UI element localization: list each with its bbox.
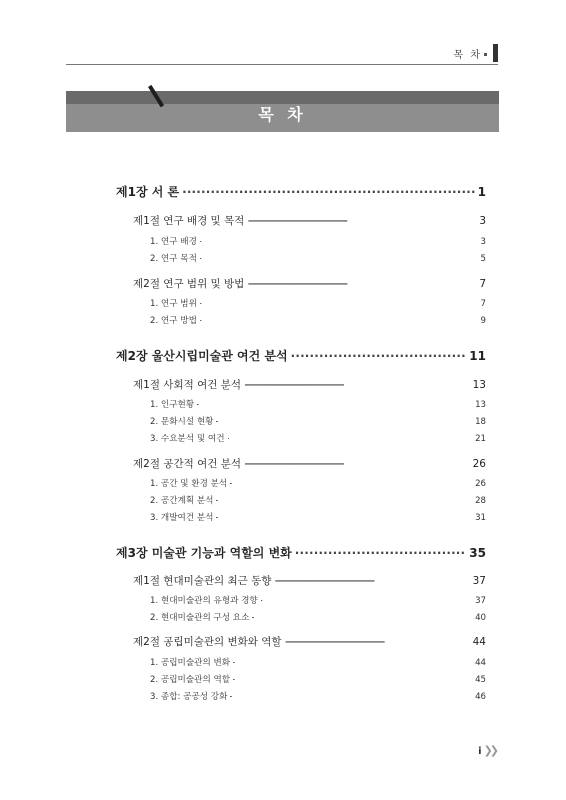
toc-item-3-2-1[interactable] xyxy=(150,656,486,668)
toc-page-number: 11 xyxy=(469,349,486,363)
toc-page-number: 44 xyxy=(475,658,486,668)
toc-page-number: 40 xyxy=(475,613,486,623)
toc-section-label: 제1절 사회적 여건 분석 xyxy=(133,379,241,391)
toc-item-label: 2. 공립미술관의 역할 xyxy=(150,675,231,685)
toc-item-label: 1. 연구 범위 xyxy=(150,299,197,309)
toc-section-label: 제2절 공간적 여건 분석 xyxy=(133,458,241,470)
toc-chapter-label: 제2장 울산시립미술관 여건 분석 xyxy=(116,349,288,363)
toc-item-1-1-1[interactable] xyxy=(150,235,486,247)
toc-item-label: 3. 개발여건 분석 xyxy=(150,513,214,523)
dot-leader xyxy=(285,638,470,648)
toc-page-number: 7 xyxy=(480,299,486,309)
dot-leader xyxy=(291,349,467,363)
dot-leader xyxy=(228,435,473,443)
dot-leader xyxy=(244,460,470,470)
toc-item-1-1-2[interactable] xyxy=(150,252,486,264)
toc-item-label: 1. 인구현황 xyxy=(150,400,195,410)
toc-title-banner xyxy=(66,91,499,132)
toc-item-1-2-2[interactable] xyxy=(150,314,486,326)
toc-item-2-2-3[interactable] xyxy=(150,511,486,523)
toc-item-label: 1. 공립미술관의 변화 xyxy=(150,658,231,668)
toc-chapter-label: 제1장 서 론 xyxy=(116,185,180,199)
double-chevron-right-icon: ❯❯ xyxy=(483,744,496,757)
toc-item-label: 1. 연구 배경 xyxy=(150,237,197,247)
toc-item-3-2-3[interactable] xyxy=(150,690,486,702)
toc-item-label: 1. 현대미술관의 유형과 경향 xyxy=(150,596,258,606)
toc-page-number: 46 xyxy=(475,692,486,702)
dot-leader xyxy=(200,300,478,308)
toc-item-3-1-2[interactable] xyxy=(150,611,486,623)
toc-section-label: 제1절 현대미술관의 최근 동향 xyxy=(133,575,272,587)
toc-item-3-1-1[interactable] xyxy=(150,594,486,606)
toc-page-number: 45 xyxy=(475,675,486,685)
dot-leader xyxy=(295,546,467,560)
dot-leader xyxy=(233,676,472,684)
dot-leader xyxy=(216,418,472,426)
dot-leader xyxy=(200,238,478,246)
dot-leader xyxy=(252,614,472,622)
toc-item-label: 3. 종합: 공공성 강화 xyxy=(150,692,228,702)
toc-item-2-2-2[interactable] xyxy=(150,494,486,506)
toc-item-1-2-1[interactable] xyxy=(150,297,486,309)
toc-page-number: 31 xyxy=(475,513,486,523)
toc-section-3-1[interactable] xyxy=(133,573,486,588)
toc-item-3-2-2[interactable] xyxy=(150,673,486,685)
running-header xyxy=(66,44,498,65)
toc-page-number: 37 xyxy=(472,575,486,587)
toc-chapter-1[interactable] xyxy=(116,183,486,200)
toc-item-2-1-2[interactable] xyxy=(150,415,486,427)
dot-leader xyxy=(216,514,472,522)
toc-item-label: 2. 연구 방법 xyxy=(150,316,197,326)
toc-title: 목 차 xyxy=(258,105,307,124)
toc-page-number: 21 xyxy=(475,434,486,444)
dot-leader xyxy=(261,597,472,605)
toc-page-number: 7 xyxy=(479,278,486,290)
dot-leader xyxy=(244,381,470,391)
toc-page-number: 5 xyxy=(480,254,486,264)
toc-page-number: 28 xyxy=(475,496,486,506)
page-folio xyxy=(478,744,496,757)
dot-leader xyxy=(200,255,478,263)
toc-section-label: 제2절 공립미술관의 변화와 역할 xyxy=(133,636,282,648)
running-head-bar xyxy=(493,44,498,62)
dot-leader xyxy=(200,317,478,325)
toc-section-3-2[interactable] xyxy=(133,634,486,649)
toc-section-2-1[interactable] xyxy=(133,377,486,392)
toc-section-1-1[interactable] xyxy=(133,213,486,228)
dot-leader xyxy=(247,217,476,227)
dot-leader xyxy=(182,185,475,199)
folio-number: i xyxy=(478,746,482,757)
toc-page-number: 44 xyxy=(472,636,486,648)
toc-item-label: 2. 문화시설 현황 xyxy=(150,417,214,427)
toc-item-label: 3. 수요분석 및 여건 xyxy=(150,434,225,444)
toc-item-2-1-1[interactable] xyxy=(150,398,486,410)
toc-item-label: 2. 연구 목적 xyxy=(150,254,197,264)
toc-page-number: 26 xyxy=(475,479,486,489)
toc-page-number: 13 xyxy=(472,379,486,391)
toc-section-label: 제1절 연구 배경 및 목적 xyxy=(133,215,245,227)
toc-item-label: 2. 현대미술관의 구성 요소 xyxy=(150,613,250,623)
toc-item-2-2-1[interactable] xyxy=(150,477,486,489)
toc-item-label: 1. 공간 및 환경 분석 xyxy=(150,479,228,489)
dot-leader xyxy=(216,497,472,505)
toc-page-number: 3 xyxy=(480,237,486,247)
toc-section-1-2[interactable] xyxy=(133,276,486,291)
toc-page-number: 3 xyxy=(479,215,486,227)
toc-page-number: 26 xyxy=(472,458,486,470)
toc-chapter-2[interactable] xyxy=(116,347,486,364)
dot-leader xyxy=(230,480,472,488)
toc-page-number: 18 xyxy=(475,417,486,427)
toc-section-2-2[interactable] xyxy=(133,456,486,471)
toc-page-number: 37 xyxy=(475,596,486,606)
toc-page-number: 9 xyxy=(480,316,486,326)
dot-leader xyxy=(197,401,472,409)
running-head-title: 목 차 xyxy=(453,50,482,61)
toc-chapter-3[interactable] xyxy=(116,544,486,561)
dot-leader xyxy=(233,659,472,667)
toc-chapter-label: 제3장 미술관 기능과 역할의 변화 xyxy=(116,546,292,560)
toc-section-label: 제2절 연구 범위 및 방법 xyxy=(133,278,245,290)
toc-page-number: 1 xyxy=(477,185,486,199)
toc-page-number: 13 xyxy=(475,400,486,410)
running-head-dot xyxy=(484,53,487,56)
dot-leader xyxy=(274,577,469,587)
toc-item-label: 2. 공간계획 분석 xyxy=(150,496,214,506)
dot-leader xyxy=(247,280,476,290)
toc-page-number: 35 xyxy=(469,546,486,560)
toc-item-2-1-3[interactable] xyxy=(150,432,486,444)
dot-leader xyxy=(230,693,472,701)
